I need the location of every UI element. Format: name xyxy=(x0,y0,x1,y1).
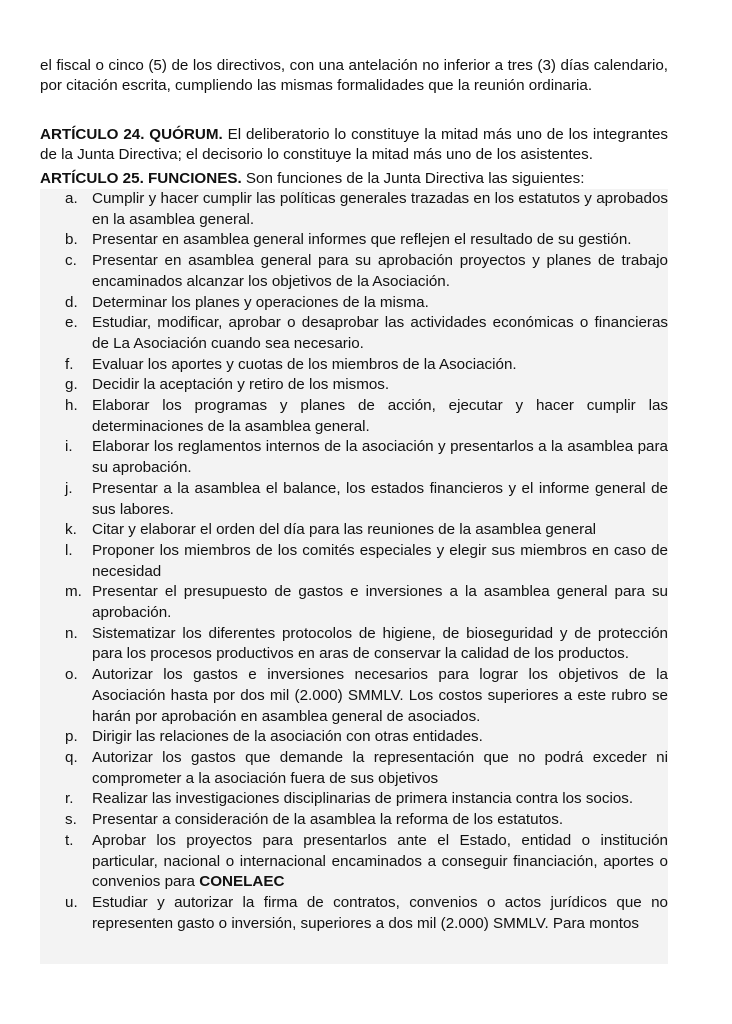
list-item-text: Dirigir las relaciones de la asociación con otras entidades. xyxy=(92,728,483,746)
list-item-text: Presentar el presupuesto de gastos e inversiones a la asamblea general para su aprobación. xyxy=(92,583,668,622)
article-24-heading: ARTÍCULO 24. QUÓRUM. xyxy=(40,126,223,143)
list-item-text: Cumplir y hacer cumplir las políticas generales trazadas en los estatutos y aprobados en la asamblea general. xyxy=(92,190,668,228)
list-item-text: Sistematizar los diferentes protocolos de higiene, de bioseguridad y de protección para los procesos productivos en aras de conservar la calidad de los productos. xyxy=(92,624,668,663)
article-25-text: Son funciones de la Junta Directiva las siguientes: xyxy=(241,170,585,187)
list-marker: p. xyxy=(65,728,78,746)
list-item-text: Elaborar los programas y planes de acción, ejecutar y hacer cumplir las determinaciones de la asamblea general. xyxy=(92,397,668,435)
organization-name: CONELAEC xyxy=(199,873,285,891)
list-item xyxy=(40,789,668,810)
list-item xyxy=(40,665,668,727)
article-24-text: El deliberatorio lo constituye la mitad más uno de los integrantes de la Junta Directiva; el decisorio lo constituye la mitad más uno de los asistentes. xyxy=(40,126,668,163)
list-item xyxy=(40,251,668,292)
list-item xyxy=(40,293,668,314)
list-item-text: Determinar los planes y operaciones de la misma. xyxy=(92,293,429,311)
list-marker: c. xyxy=(65,252,77,270)
list-item-text: Presentar en asamblea general informes que reflejen el resultado de su gestión. xyxy=(92,231,632,249)
list-marker: j. xyxy=(65,479,73,497)
list-item xyxy=(40,582,668,623)
article-25-heading: ARTÍCULO 25. FUNCIONES. xyxy=(40,170,242,187)
list-marker: u. xyxy=(65,893,78,911)
list-item xyxy=(40,624,668,665)
list-marker: m. xyxy=(65,583,82,601)
list-marker: t. xyxy=(65,831,74,849)
list-item xyxy=(40,313,668,354)
list-marker: k. xyxy=(65,521,77,539)
list-marker: b. xyxy=(65,231,78,249)
list-marker: r. xyxy=(65,790,74,808)
list-item xyxy=(40,189,668,230)
list-item-text: Presentar a consideración de la asamblea la reforma de los estatutos. xyxy=(92,811,564,829)
list-item-text: Aprobar los proyectos para presentarlos ante el Estado, entidad o institución particular, nacional o internacional encaminados a conseguir financiación, aportes o convenios para xyxy=(92,831,668,891)
list-marker: o. xyxy=(65,666,78,684)
list-item xyxy=(40,831,668,893)
list-marker: i. xyxy=(65,438,73,456)
list-item xyxy=(40,810,668,831)
list-item-text: Decidir la aceptación y retiro de los mismos. xyxy=(92,376,390,394)
list-item-text: Evaluar los aportes y cuotas de los miembros de la Asociación. xyxy=(92,355,517,373)
list-item-text: Citar y elaborar el orden del día para las reuniones de la asamblea general xyxy=(92,521,597,539)
list-item-text: Realizar las investigaciones disciplinarias de primera instancia contra los socios. xyxy=(92,790,634,808)
list-item xyxy=(40,437,668,478)
list-marker: d. xyxy=(65,293,78,311)
list-item xyxy=(40,396,668,437)
intro-paragraph: el fiscal o cinco (5) de los directivos, con una antelación no inferior a tres (3) días calendario, por citación escrita, cumpliendo las mismas formalidades que la reunión ordinaria. xyxy=(40,57,668,94)
list-marker: g. xyxy=(65,376,78,394)
article-25-paragraph xyxy=(40,169,668,189)
list-marker: h. xyxy=(65,397,78,415)
list-item-text: Proponer los miembros de los comités especiales y elegir sus miembros en caso de necesidad xyxy=(92,541,668,580)
list-item xyxy=(40,230,668,251)
list-marker: s. xyxy=(65,811,77,829)
article-24-paragraph xyxy=(40,125,668,165)
list-marker: f. xyxy=(65,355,74,373)
list-item-text: Presentar en asamblea general para su aprobación proyectos y planes de trabajo encaminados alcanzar los objetivos de la Asociación. xyxy=(92,252,668,290)
list-item-text: Estudiar, modificar, aprobar o desaprobar las actividades económicas o financieras de La Asociación cuando sea necesario. xyxy=(92,314,668,352)
list-item-text: Estudiar y autorizar la firma de contratos, convenios o actos jurídicos que no representen gasto o inversión, superiores a dos mil (2.000) SMMLV. Para montos xyxy=(92,893,668,932)
list-item-text: Elaborar los reglamentos internos de la asociación y presentarlos a la asamblea para su aprobación. xyxy=(92,438,668,477)
list-item xyxy=(40,355,668,376)
list-item xyxy=(40,479,668,520)
list-item xyxy=(40,893,668,934)
list-marker: q. xyxy=(65,748,78,766)
list-item-text: Presentar a la asamblea el balance, los estados financieros y el informe general de sus labores. xyxy=(92,479,668,518)
list-item xyxy=(40,727,668,748)
list-item xyxy=(40,748,668,789)
list-marker: e. xyxy=(65,314,78,332)
list-marker: a. xyxy=(65,190,78,207)
list-marker: l. xyxy=(65,541,73,559)
list-item xyxy=(40,375,668,396)
list-item xyxy=(40,520,668,541)
list-marker: n. xyxy=(65,624,78,642)
list-item xyxy=(40,541,668,582)
list-item-text: Autorizar los gastos que demande la representación que no podrá exceder ni comprometer a la asociación fuera de sus objetivos xyxy=(92,748,668,787)
list-item-text: Autorizar los gastos e inversiones necesarios para lograr los objetivos de la Asociación hasta por dos mil (2.000) SMMLV. Los costos superiores a este rubro se harán por aprobación en asamblea general de asociados. xyxy=(92,666,668,725)
functions-list xyxy=(40,189,668,934)
